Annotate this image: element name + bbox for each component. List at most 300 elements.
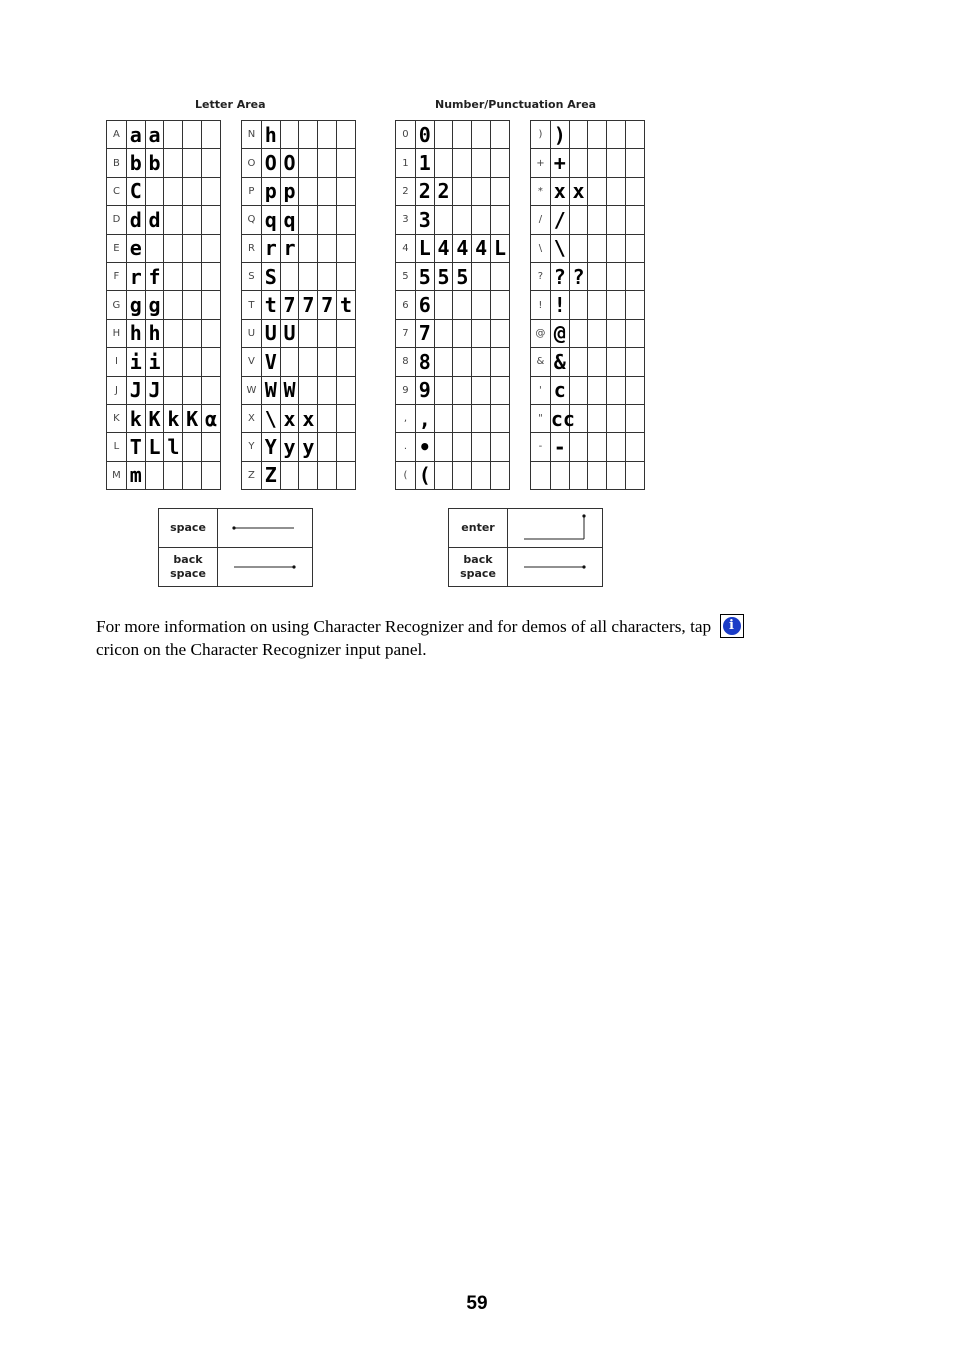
grid-row-label: ? bbox=[531, 262, 551, 290]
stroke-cell bbox=[183, 121, 202, 149]
stroke-cell: 7 bbox=[280, 291, 299, 319]
stroke-cell: / bbox=[550, 206, 569, 234]
stroke-cell bbox=[588, 461, 607, 489]
grid-row-label: F bbox=[107, 262, 127, 290]
stroke-cell bbox=[491, 404, 510, 432]
stroke-cell bbox=[491, 262, 510, 290]
grid-row-label: & bbox=[531, 348, 551, 376]
stroke-cell bbox=[318, 319, 337, 347]
stroke-cell: l bbox=[164, 433, 183, 461]
grid-row bbox=[107, 404, 221, 432]
grid-row bbox=[107, 206, 221, 234]
stroke-cell bbox=[318, 404, 337, 432]
stroke-cell: 7 bbox=[299, 291, 318, 319]
stroke-cell: T bbox=[126, 433, 145, 461]
grid-row-label: ) bbox=[531, 121, 551, 149]
stroke-cell bbox=[434, 376, 453, 404]
stroke-cell bbox=[202, 206, 221, 234]
stroke-cell bbox=[434, 149, 453, 177]
stroke-cell bbox=[453, 404, 472, 432]
stroke-cell: 4 bbox=[472, 234, 491, 262]
grid-row-label: 6 bbox=[396, 291, 416, 319]
stroke-cell: 7 bbox=[415, 319, 434, 347]
grid-row bbox=[107, 149, 221, 177]
grid-row bbox=[531, 262, 645, 290]
stroke-cell bbox=[280, 262, 299, 290]
grid-row bbox=[242, 433, 356, 461]
grid-row bbox=[242, 177, 356, 205]
grid-row-label: - bbox=[531, 433, 551, 461]
stroke-cell bbox=[183, 376, 202, 404]
grid-row-label: 2 bbox=[396, 177, 416, 205]
stroke-cell: m bbox=[126, 461, 145, 489]
grid-row bbox=[242, 376, 356, 404]
grid-row bbox=[242, 206, 356, 234]
grid-row bbox=[396, 121, 510, 149]
stroke-cell: f bbox=[145, 262, 164, 290]
grid-row bbox=[531, 348, 645, 376]
stroke-cell bbox=[472, 461, 491, 489]
stroke-cell bbox=[607, 348, 626, 376]
stroke-cell bbox=[337, 177, 356, 205]
grid-row-label: M bbox=[107, 461, 127, 489]
stroke-cell bbox=[626, 433, 645, 461]
stroke-cell: r bbox=[261, 234, 280, 262]
stroke-cell: - bbox=[550, 433, 569, 461]
stroke-cell bbox=[337, 234, 356, 262]
stroke-cell bbox=[164, 348, 183, 376]
stroke-cell: h bbox=[261, 121, 280, 149]
grid-row-label: \ bbox=[531, 234, 551, 262]
grid-row-label: Z bbox=[242, 461, 262, 489]
stroke-cell bbox=[607, 433, 626, 461]
stroke-cell bbox=[588, 177, 607, 205]
grid-row-label: A bbox=[107, 121, 127, 149]
stroke-cell bbox=[472, 262, 491, 290]
stroke-cell bbox=[607, 461, 626, 489]
stroke-cell bbox=[202, 121, 221, 149]
stroke-cell bbox=[337, 433, 356, 461]
stroke-cell bbox=[202, 348, 221, 376]
gesture-name-line: back bbox=[173, 553, 203, 566]
stroke-cell bbox=[626, 149, 645, 177]
info-paragraph bbox=[96, 614, 836, 661]
number-grid bbox=[395, 120, 510, 490]
grid-row-label: / bbox=[531, 206, 551, 234]
stroke-cell bbox=[588, 348, 607, 376]
stroke-cell bbox=[626, 177, 645, 205]
stroke-cell bbox=[626, 319, 645, 347]
stroke-cell: a bbox=[126, 121, 145, 149]
grid-row bbox=[531, 121, 645, 149]
stroke-cell bbox=[434, 206, 453, 234]
stroke-cell: \ bbox=[550, 234, 569, 262]
gesture-stroke bbox=[508, 548, 603, 587]
stroke-cell bbox=[337, 121, 356, 149]
grid-row-label: + bbox=[531, 149, 551, 177]
gesture-name bbox=[449, 509, 508, 548]
stroke-cell bbox=[588, 319, 607, 347]
stroke-cell bbox=[318, 348, 337, 376]
stroke-cell: g bbox=[126, 291, 145, 319]
grid-row bbox=[396, 348, 510, 376]
stroke-cell: L bbox=[415, 234, 434, 262]
grid-row bbox=[242, 262, 356, 290]
punctuation-grid bbox=[530, 120, 645, 490]
stroke-cell bbox=[472, 149, 491, 177]
gesture-name bbox=[159, 548, 218, 587]
grid-row bbox=[396, 461, 510, 489]
stroke-cell bbox=[164, 291, 183, 319]
stroke-cell bbox=[607, 291, 626, 319]
stroke-cell: y bbox=[299, 433, 318, 461]
stroke-cell bbox=[607, 404, 626, 432]
stroke-cell bbox=[472, 177, 491, 205]
stroke-cell bbox=[202, 291, 221, 319]
gesture-row bbox=[159, 548, 313, 587]
grid-row bbox=[531, 177, 645, 205]
grid-row bbox=[242, 348, 356, 376]
stroke-cell: J bbox=[145, 376, 164, 404]
stroke-cell bbox=[569, 376, 588, 404]
letter-grid-n-to-z bbox=[241, 120, 356, 490]
stroke-cell: + bbox=[550, 149, 569, 177]
stroke-cell: L bbox=[491, 234, 510, 262]
stroke-cell: Y bbox=[261, 433, 280, 461]
grid-row-label: 4 bbox=[396, 234, 416, 262]
stroke-cell: t bbox=[261, 291, 280, 319]
stroke-cell: h bbox=[145, 319, 164, 347]
stroke-cell bbox=[280, 121, 299, 149]
grid-row-label: X bbox=[242, 404, 262, 432]
stroke-cell bbox=[337, 149, 356, 177]
stroke-cell: ? bbox=[569, 262, 588, 290]
stroke-cell bbox=[491, 461, 510, 489]
stroke-cell bbox=[472, 291, 491, 319]
grid-row bbox=[531, 149, 645, 177]
gesture-row bbox=[449, 509, 603, 548]
info-icon[interactable]: i bbox=[720, 614, 744, 638]
stroke-cell: K bbox=[145, 404, 164, 432]
grid-row-label: " bbox=[531, 404, 551, 432]
stroke-cell bbox=[569, 348, 588, 376]
stroke-cell bbox=[588, 234, 607, 262]
stroke-cell: ? bbox=[550, 262, 569, 290]
stroke-cell bbox=[318, 121, 337, 149]
stroke-cell: 2 bbox=[434, 177, 453, 205]
stroke-cell: 3 bbox=[415, 206, 434, 234]
stroke-cell bbox=[588, 291, 607, 319]
grid-row bbox=[531, 319, 645, 347]
stroke-cell: 0 bbox=[415, 121, 434, 149]
stroke-cell: K bbox=[183, 404, 202, 432]
stroke-cell bbox=[434, 461, 453, 489]
stroke-cell: J bbox=[126, 376, 145, 404]
stroke-cell bbox=[472, 121, 491, 149]
stroke-cell bbox=[183, 177, 202, 205]
stroke-cell: t bbox=[337, 291, 356, 319]
grid-row-label: . bbox=[396, 433, 416, 461]
grid-row bbox=[242, 461, 356, 489]
stroke-cell bbox=[472, 404, 491, 432]
stroke-cell bbox=[569, 433, 588, 461]
grid-row-label: V bbox=[242, 348, 262, 376]
number-gesture-box bbox=[448, 508, 603, 587]
stroke-cell: Z bbox=[261, 461, 280, 489]
stroke-cell bbox=[588, 121, 607, 149]
grid-row bbox=[107, 262, 221, 290]
gesture-stroke bbox=[508, 509, 603, 548]
grid-row-label: H bbox=[107, 319, 127, 347]
stroke-cell bbox=[164, 206, 183, 234]
stroke-cell: @ bbox=[550, 319, 569, 347]
stroke-cell bbox=[453, 348, 472, 376]
stroke-cell bbox=[453, 461, 472, 489]
grid-row bbox=[396, 262, 510, 290]
stroke-cell: x bbox=[299, 404, 318, 432]
grid-row bbox=[531, 404, 645, 432]
stroke-cell bbox=[472, 376, 491, 404]
info-text-before-icon: For more information on using Character Recognizer and for demos of all characters, tap bbox=[96, 617, 712, 636]
stroke-cell: 6 bbox=[415, 291, 434, 319]
stroke-cell bbox=[453, 206, 472, 234]
grid-row bbox=[107, 376, 221, 404]
stroke-cell: d bbox=[145, 206, 164, 234]
grid-row-label: T bbox=[242, 291, 262, 319]
grid-row-label: B bbox=[107, 149, 127, 177]
stroke-cell bbox=[626, 461, 645, 489]
stroke-cell bbox=[626, 262, 645, 290]
grid-row bbox=[396, 433, 510, 461]
grid-row bbox=[396, 404, 510, 432]
stroke-cell bbox=[337, 206, 356, 234]
stroke-cell bbox=[337, 348, 356, 376]
letter-grid-a-to-m bbox=[106, 120, 221, 490]
stroke-cell: q bbox=[280, 206, 299, 234]
stroke-cell bbox=[607, 177, 626, 205]
grid-row bbox=[107, 461, 221, 489]
stroke-cell bbox=[607, 206, 626, 234]
stroke-cell bbox=[569, 234, 588, 262]
stroke-cell bbox=[299, 348, 318, 376]
stroke-cell bbox=[337, 376, 356, 404]
grid-row bbox=[107, 291, 221, 319]
stroke-cell: ! bbox=[550, 291, 569, 319]
grid-row-label: 8 bbox=[396, 348, 416, 376]
grid-row-label: I bbox=[107, 348, 127, 376]
grid-row-label: ( bbox=[396, 461, 416, 489]
stroke-cell bbox=[299, 177, 318, 205]
stroke-cell: U bbox=[261, 319, 280, 347]
stroke-cell: h bbox=[126, 319, 145, 347]
stroke-cell bbox=[164, 149, 183, 177]
grid-row bbox=[396, 177, 510, 205]
stroke-cell: O bbox=[280, 149, 299, 177]
stroke-cell: x bbox=[550, 177, 569, 205]
stroke-cell bbox=[434, 404, 453, 432]
stroke-cell bbox=[318, 234, 337, 262]
stroke-cell: c bbox=[550, 376, 569, 404]
grid-row bbox=[531, 433, 645, 461]
grid-row bbox=[396, 149, 510, 177]
grid-row bbox=[107, 121, 221, 149]
stroke-cell bbox=[337, 404, 356, 432]
stroke-cell bbox=[588, 206, 607, 234]
stroke-cell bbox=[491, 291, 510, 319]
stroke-cell bbox=[202, 262, 221, 290]
grid-row bbox=[242, 149, 356, 177]
stroke-cell: 9 bbox=[415, 376, 434, 404]
grid-row-label: O bbox=[242, 149, 262, 177]
grid-row-label: 5 bbox=[396, 262, 416, 290]
stroke-cell: y bbox=[280, 433, 299, 461]
gesture-name-line: back bbox=[463, 553, 493, 566]
gesture-name bbox=[159, 509, 218, 548]
stroke-cell bbox=[453, 376, 472, 404]
stroke-cell: g bbox=[145, 291, 164, 319]
grid-row-label: 9 bbox=[396, 376, 416, 404]
gesture-name-line: enter bbox=[461, 521, 495, 534]
stroke-cell bbox=[453, 149, 472, 177]
stroke-cell bbox=[607, 149, 626, 177]
stroke-cell: 5 bbox=[434, 262, 453, 290]
grid-row bbox=[107, 319, 221, 347]
stroke-cell bbox=[569, 319, 588, 347]
letter-gesture-box bbox=[158, 508, 313, 587]
stroke-cell bbox=[491, 433, 510, 461]
stroke-cell: 5 bbox=[415, 262, 434, 290]
stroke-cell bbox=[202, 319, 221, 347]
grid-row-label: W bbox=[242, 376, 262, 404]
stroke-cell: k bbox=[164, 404, 183, 432]
grid-row-label: G bbox=[107, 291, 127, 319]
grid-row-label: Q bbox=[242, 206, 262, 234]
stroke-cell: S bbox=[261, 262, 280, 290]
stroke-cell bbox=[626, 404, 645, 432]
stroke-cell bbox=[491, 206, 510, 234]
stroke-cell: x bbox=[280, 404, 299, 432]
stroke-cell bbox=[299, 262, 318, 290]
grid-row-label bbox=[531, 461, 551, 489]
stroke-cell: p bbox=[280, 177, 299, 205]
stroke-cell: 4 bbox=[434, 234, 453, 262]
grid-row bbox=[396, 319, 510, 347]
stroke-cell bbox=[588, 404, 607, 432]
grid-row bbox=[531, 234, 645, 262]
stroke-cell bbox=[318, 461, 337, 489]
gesture-name-line: space bbox=[170, 567, 206, 580]
stroke-cell bbox=[164, 376, 183, 404]
grid-row bbox=[396, 291, 510, 319]
stroke-cell bbox=[453, 121, 472, 149]
grid-row-label: ' bbox=[531, 376, 551, 404]
stroke-cell bbox=[607, 262, 626, 290]
stroke-cell: ) bbox=[550, 121, 569, 149]
grid-row-label: 7 bbox=[396, 319, 416, 347]
stroke-cell bbox=[491, 149, 510, 177]
stroke-cell: x bbox=[569, 177, 588, 205]
stroke-cell bbox=[337, 319, 356, 347]
stroke-cell bbox=[491, 121, 510, 149]
stroke-cell bbox=[183, 461, 202, 489]
grid-row bbox=[242, 319, 356, 347]
stroke-cell: b bbox=[126, 149, 145, 177]
stroke-cell bbox=[299, 461, 318, 489]
grid-row-label: S bbox=[242, 262, 262, 290]
stroke-cell: W bbox=[261, 376, 280, 404]
grid-row-label: L bbox=[107, 433, 127, 461]
stroke-cell bbox=[453, 177, 472, 205]
stroke-cell bbox=[318, 376, 337, 404]
stroke-cell bbox=[434, 319, 453, 347]
stroke-cell: , bbox=[415, 404, 434, 432]
grid-row bbox=[242, 404, 356, 432]
grid-row-label: Y bbox=[242, 433, 262, 461]
stroke-cell: 1 bbox=[415, 149, 434, 177]
stroke-cell bbox=[280, 348, 299, 376]
stroke-cell bbox=[472, 206, 491, 234]
grid-row bbox=[531, 376, 645, 404]
stroke-cell bbox=[453, 291, 472, 319]
stroke-cell: b bbox=[145, 149, 164, 177]
stroke-cell bbox=[183, 234, 202, 262]
stroke-cell: k bbox=[126, 404, 145, 432]
grid-row-label: U bbox=[242, 319, 262, 347]
stroke-cell bbox=[491, 376, 510, 404]
stroke-cell bbox=[607, 234, 626, 262]
stroke-cell bbox=[183, 262, 202, 290]
stroke-cell bbox=[202, 376, 221, 404]
stroke-cell bbox=[202, 433, 221, 461]
gesture-stroke-icon bbox=[218, 548, 312, 586]
stroke-cell bbox=[569, 149, 588, 177]
grid-row bbox=[107, 348, 221, 376]
stroke-cell bbox=[183, 149, 202, 177]
stroke-cell: V bbox=[261, 348, 280, 376]
stroke-cell bbox=[164, 262, 183, 290]
grid-row-label: , bbox=[396, 404, 416, 432]
stroke-cell bbox=[453, 319, 472, 347]
stroke-cell bbox=[202, 234, 221, 262]
stroke-cell bbox=[472, 319, 491, 347]
grid-row-label: C bbox=[107, 177, 127, 205]
stroke-cell bbox=[588, 376, 607, 404]
stroke-cell bbox=[607, 376, 626, 404]
stroke-cell: 5 bbox=[453, 262, 472, 290]
stroke-cell: W bbox=[280, 376, 299, 404]
grid-row bbox=[242, 291, 356, 319]
stroke-cell bbox=[434, 433, 453, 461]
stroke-cell bbox=[491, 177, 510, 205]
stroke-cell bbox=[626, 291, 645, 319]
stroke-cell: a bbox=[145, 121, 164, 149]
stroke-cell bbox=[202, 149, 221, 177]
stroke-cell bbox=[164, 461, 183, 489]
stroke-cell bbox=[607, 319, 626, 347]
grid-row bbox=[107, 234, 221, 262]
gesture-name bbox=[449, 548, 508, 587]
page-number: 59 bbox=[466, 1293, 488, 1314]
grid-row-label: J bbox=[107, 376, 127, 404]
stroke-cell: & bbox=[550, 348, 569, 376]
stroke-cell: α bbox=[202, 404, 221, 432]
stroke-cell bbox=[607, 121, 626, 149]
stroke-cell bbox=[569, 121, 588, 149]
grid-row-label: 1 bbox=[396, 149, 416, 177]
stroke-cell bbox=[145, 234, 164, 262]
number-punctuation-area-title: Number/Punctuation Area bbox=[435, 98, 597, 111]
grid-row-label: R bbox=[242, 234, 262, 262]
